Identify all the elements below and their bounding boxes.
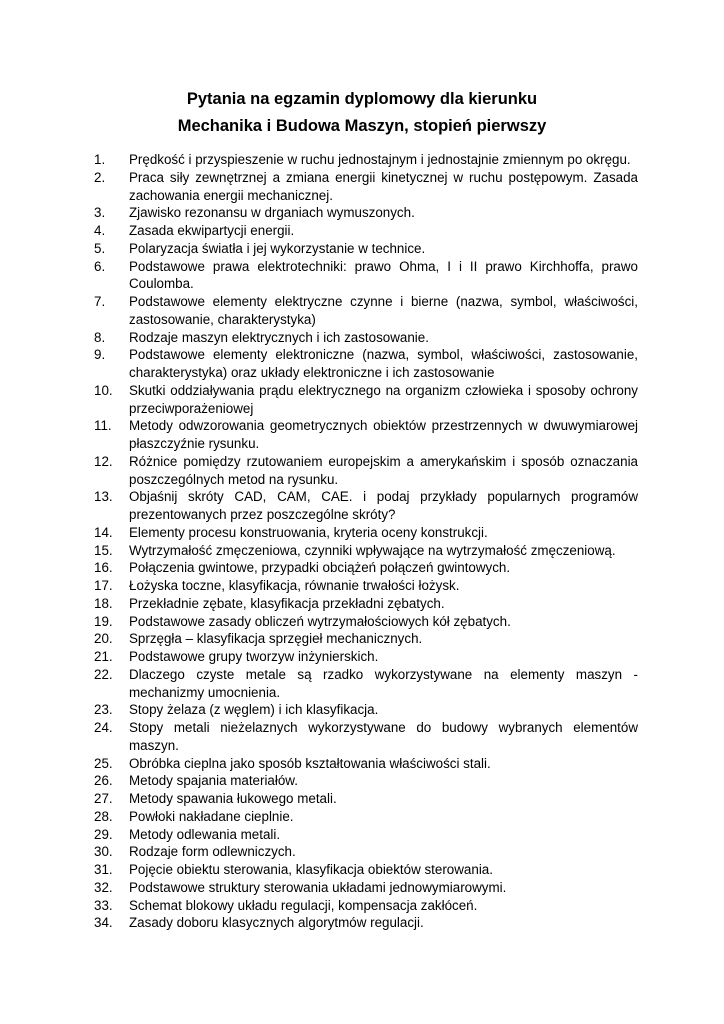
question-item [0,524,724,542]
question-text: Podstawowe prawa elektrotechniki: prawo Ohma, I i II prawo Kirchhoffa, prawo Coulomba. [129,258,638,292]
question-item [0,346,724,382]
question-number: 32. [94,879,113,895]
question-text: Schemat blokowy układu regulacji, kompensacja zakłóceń. [129,897,478,913]
question-item [0,488,724,524]
question-number: 18. [94,595,113,611]
question-item [0,151,724,169]
question-item [0,417,724,453]
question-number: 27. [94,791,113,806]
question-text: Powłoki nakładane cieplnie. [129,808,294,824]
question-text: Metody odwzorowania geometrycznych obiektów przestrzennych w dwuwymiarowej płaszczyźnie rysunku. [129,418,638,451]
document-title [0,86,724,140]
question-text: Stopy żelaza (z węglem) i ich klasyfikacja. [129,702,379,718]
question-item [0,772,724,790]
question-number: 22. [94,666,113,682]
question-item [0,613,724,631]
question-item [0,222,724,240]
question-number: 12. [94,453,113,469]
question-number: 14. [94,524,113,540]
question-item [0,808,724,826]
question-item [0,914,724,932]
title-line-1: Pytania na egzamin dyplomowy dla kierunku [186,90,538,108]
question-number: 7. [94,294,106,309]
question-text: Przekładnie zębate, klasyfikacja przekładni zębatych. [129,595,445,611]
question-number: 34. [94,915,113,931]
question-number: 28. [94,808,113,824]
question-text: Pojęcie obiektu sterowania, klasyfikacja obiektów sterowania. [129,862,493,877]
question-number: 30. [94,844,113,860]
question-number: 24. [94,720,113,735]
question-number: 29. [94,826,113,842]
question-number: 8. [94,329,106,345]
question-item [0,240,724,258]
question-text: Stopy metali nieżelaznych wykorzystywane do budowy wybranych elementów maszyn. [129,720,638,753]
question-text: Metody odlewania metali. [129,826,281,842]
question-item [0,630,724,648]
question-text: Podstawowe elementy elektryczne czynne i bierne (nazwa, symbol, właściwości, zastosowanie, charakterystyka) [129,294,638,327]
question-number: 15. [94,542,113,558]
question-text: Polaryzacja światła i jej wykorzystanie w technice. [129,240,426,256]
question-text: Zjawisko rezonansu w drganiach wymuszonych. [129,205,415,221]
question-list [0,151,724,932]
question-item [0,453,724,489]
question-number: 26. [94,773,113,789]
question-item [0,861,724,879]
title-line-2: Mechanika i Budowa Maszyn, stopień pierwszy [177,117,547,135]
question-number: 23. [94,702,113,718]
question-number: 1. [94,152,106,167]
question-number: 31. [94,862,113,877]
question-text: Obróbka cieplna jako sposób kształtowania właściwości stali. [129,755,491,771]
question-number: 33. [94,897,113,913]
question-item [0,790,724,808]
question-text: Objaśnij skróty CAD, CAM, CAE. i podaj przykłady popularnych programów prezentowanych przez poszczególne skróty? [129,489,638,522]
question-number: 5. [94,240,106,256]
question-number: 3. [94,205,106,221]
question-text: Podstawowe struktury sterowania układami jednowymiarowymi. [129,879,507,895]
question-text: Wytrzymałość zmęczeniowa, czynniki wpływające na wytrzymałość zmęczeniową. [129,542,616,558]
question-text: Podstawowe zasady obliczeń wytrzymałościowych kół zębatych. [129,613,511,629]
question-number: 17. [94,578,113,593]
question-text: Praca siły zewnętrznej a zmiana energii kinetycznej w ruchu postępowym. Zasada zachowania energii mechanicznej. [129,169,638,203]
question-item [0,577,724,595]
question-number: 9. [94,347,106,363]
question-number: 13. [94,489,113,505]
question-item [0,559,724,577]
question-text: Zasady doboru klasycznych algorytmów regulacji. [129,915,424,931]
question-number: 19. [94,613,113,629]
question-item [0,879,724,897]
question-item [0,169,724,205]
question-number: 2. [94,169,106,185]
question-text: Dlaczego czyste metale są rzadko wykorzystywane na elementy maszyn - mechanizmy umocnienia. [129,666,638,700]
question-number: 6. [94,258,106,274]
question-item [0,719,724,755]
question-number: 21. [94,649,113,664]
question-item [0,258,724,294]
question-number: 20. [94,631,113,647]
question-text: Metody spawania łukowego metali. [129,791,337,806]
question-item [0,595,724,613]
question-text: Podstawowe elementy elektroniczne (nazwa, symbol, właściwości, zastosowanie, charakterystyka) oraz układy elektroniczne i ich zastosowanie [129,347,638,380]
question-item [0,648,724,666]
question-item [0,843,724,861]
question-number: 10. [94,382,113,398]
question-item [0,755,724,773]
question-item [0,897,724,915]
question-number: 25. [94,755,113,771]
question-item [0,701,724,719]
question-text: Skutki oddziaływania prądu elektrycznego na organizm człowieka i sposoby ochrony przeciwporażeniowej [129,382,638,416]
question-number: 16. [94,560,113,576]
question-text: Podstawowe grupy tworzyw inżynierskich. [129,649,379,664]
question-item [0,382,724,418]
question-text: Metody spajania materiałów. [129,773,298,789]
question-item [0,204,724,222]
question-number: 4. [94,223,106,238]
question-text: Sprzęgła – klasyfikacja sprzęgieł mechanicznych. [129,631,423,647]
question-item [0,293,724,329]
question-item [0,542,724,560]
question-text: Różnice pomiędzy rzutowaniem europejskim a amerykańskim i sposób oznaczania poszczególnych metod na rysunku. [129,453,638,487]
question-text: Łożyska toczne, klasyfikacja, równanie trwałości łożysk. [129,578,460,593]
question-text: Elementy procesu konstruowania, kryteria oceny konstrukcji. [129,524,488,540]
question-text: Rodzaje maszyn elektrycznych i ich zastosowanie. [129,329,429,345]
question-text: Połączenia gwintowe, przypadki obciążeń połączeń gwintowych. [129,560,511,576]
question-text: Zasada ekwipartycji energii. [129,223,295,238]
question-item [0,666,724,702]
question-number: 11. [94,418,112,434]
question-text: Rodzaje form odlewniczych. [129,844,296,860]
question-item [0,826,724,844]
question-item [0,329,724,347]
question-text: Prędkość i przyspieszenie w ruchu jednostajnym i jednostajnie zmiennym po okręgu. [129,152,631,167]
